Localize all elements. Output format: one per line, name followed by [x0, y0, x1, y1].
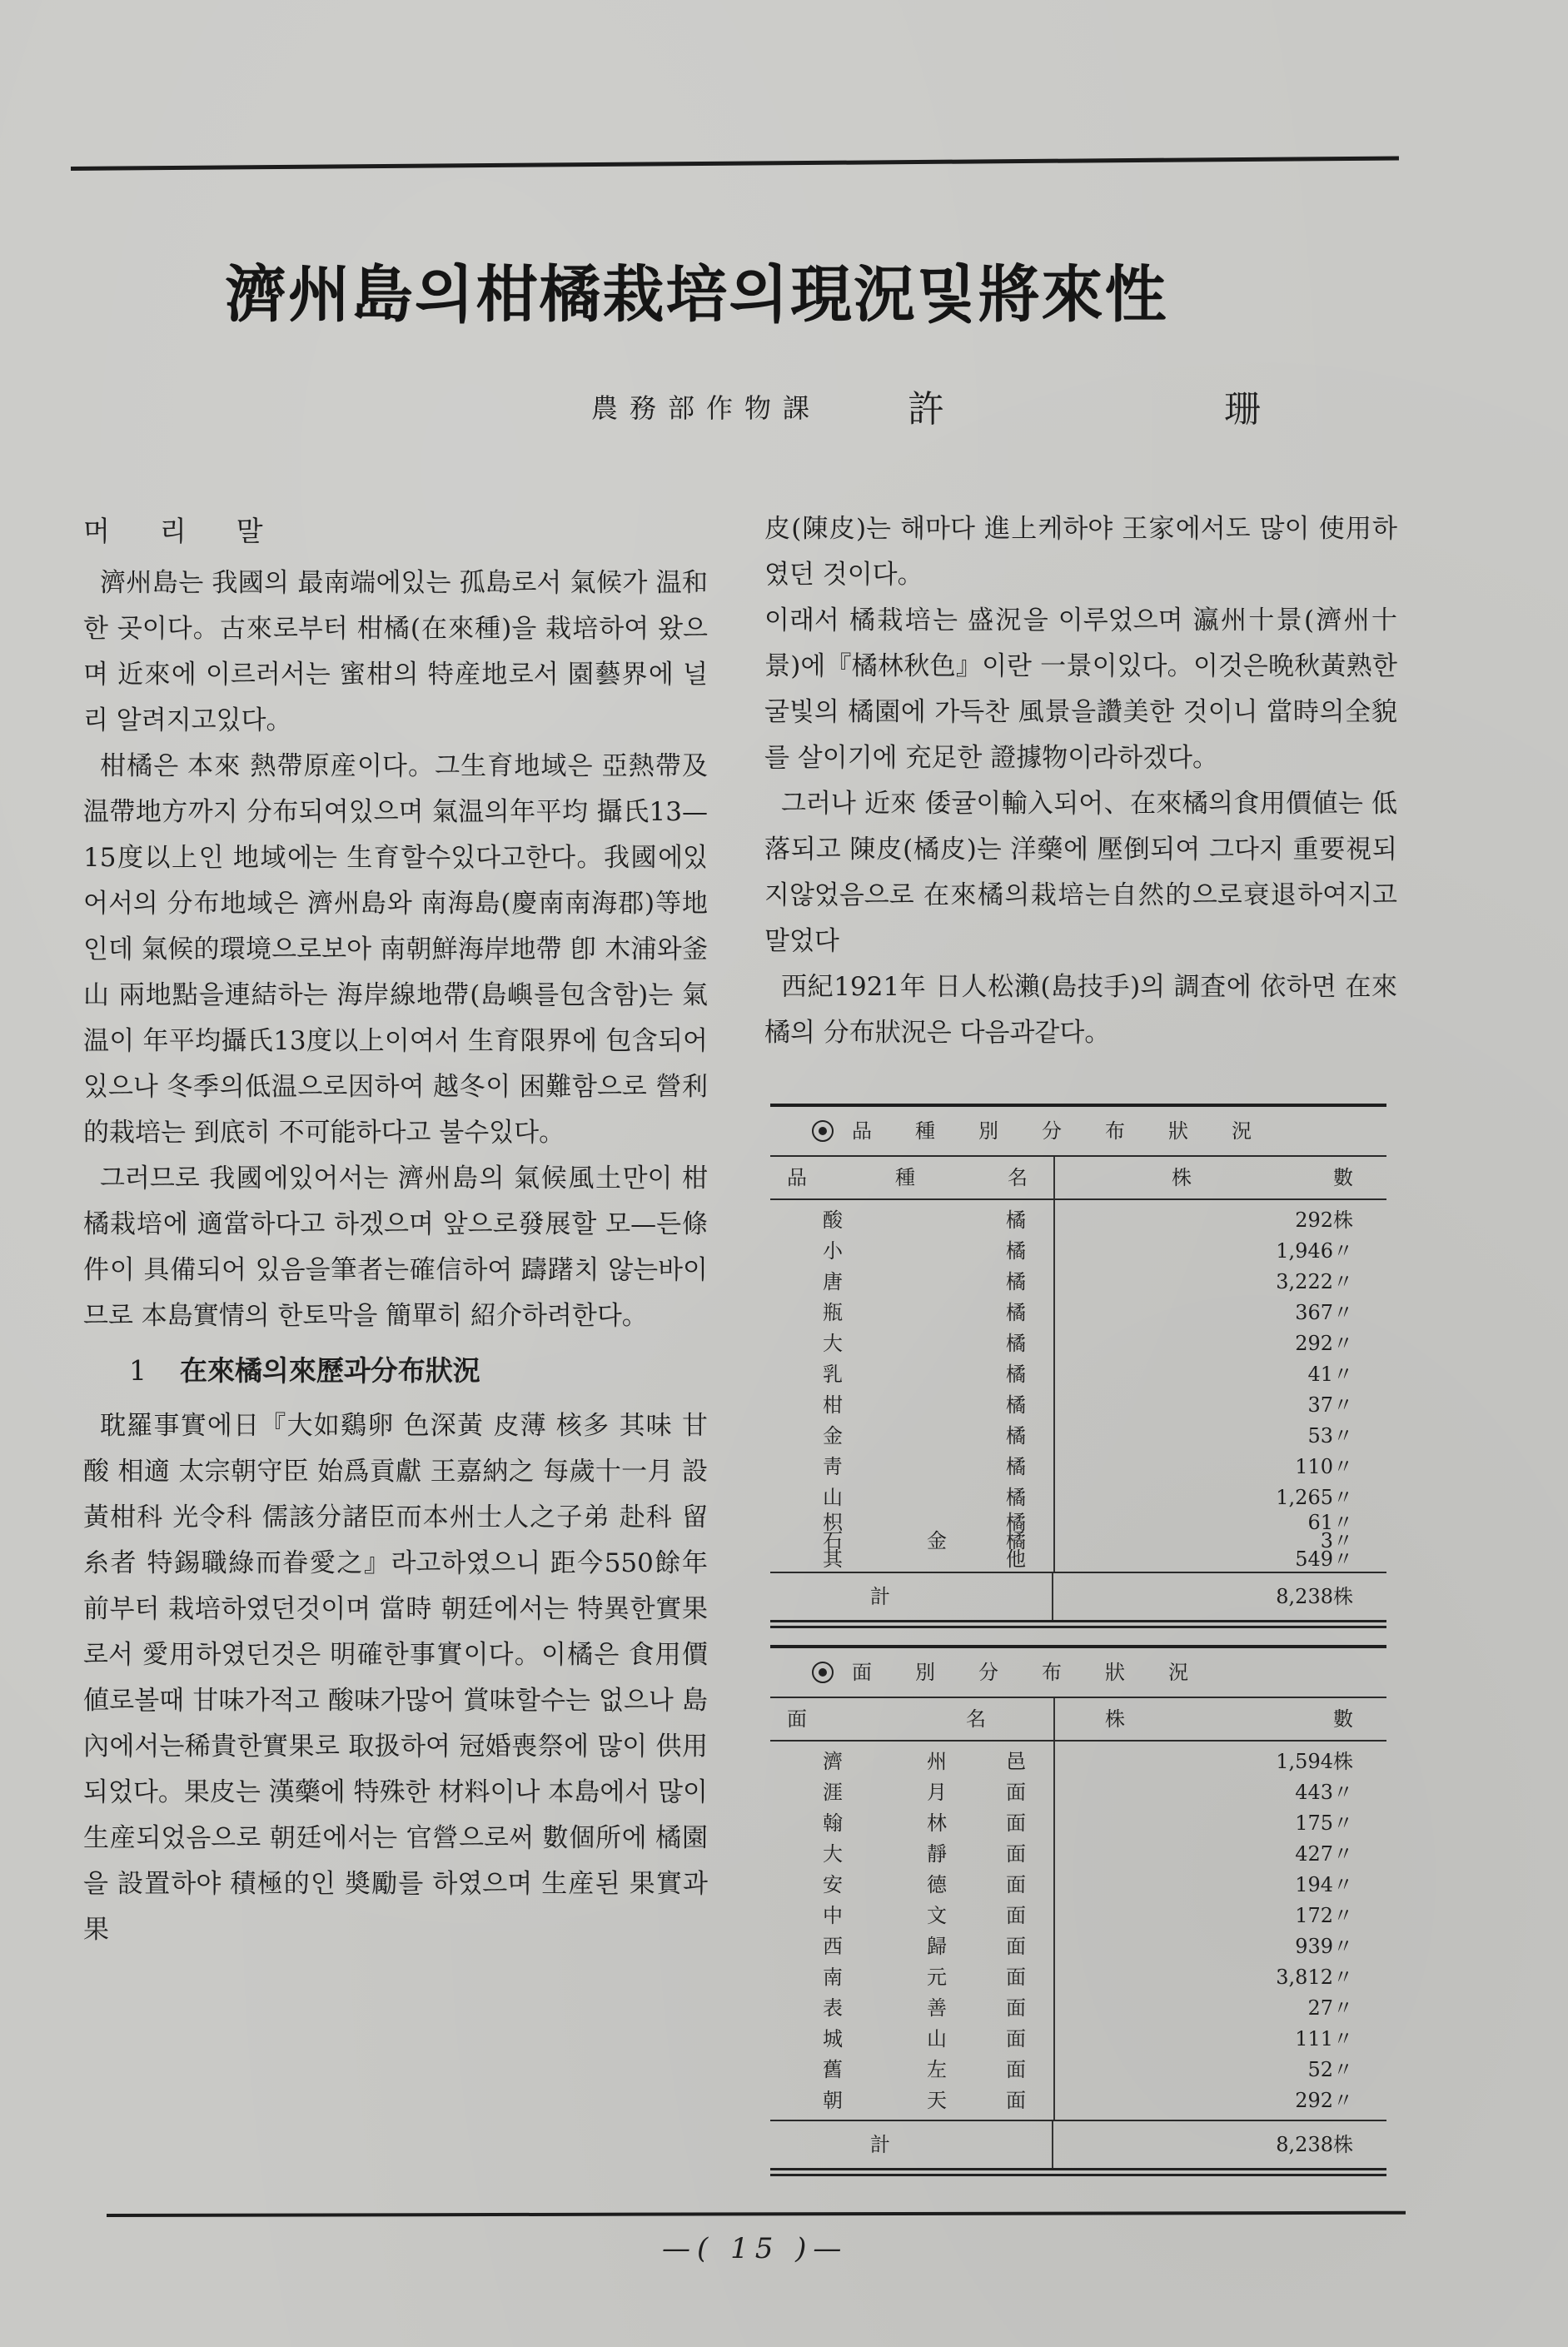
table-row [770, 1328, 1053, 1359]
name-cell-char: 元 [927, 1966, 947, 1989]
name-cell-char: 金 [927, 1529, 947, 1552]
name-cell-char [895, 1328, 978, 1359]
paragraph: 柑橘은 本來 熱帶原産이다。그生育地域은 亞熱帶及温帶地方까지 分布되여있으며 氣温의年平均 攝氏13—15度以上인 地域에는 生育할수있다고한다。我國에있어서의 分布地域은 濟州島와 南海島(慶南南海郡)等地인데 氣候的環境으로보아 南朝鮮海岸地帶 卽 木浦와釜山 兩地點을連結하는 海岸線地帶(島嶼를包含함)는 氣温이 年平均攝氏13度以上이여서 生育限界에 包含되어있으나 冬季의低温으로因하여 越冬이 困難함으로 營利的栽培는 到底히 不可能하다고 불수있다。 [83, 751, 708, 1148]
byline [591, 379, 1299, 429]
bullseye-icon [812, 1662, 834, 1683]
name-cell-char: 月 [927, 1781, 947, 1804]
count-cell: 61〃 [1307, 1511, 1353, 1534]
table-row [1055, 1747, 1386, 1777]
bottom-rule [107, 2211, 1406, 2217]
intro-heading: 머리말 [83, 515, 313, 547]
header-char: 面 [787, 1707, 807, 1731]
caption-text: 面別分布狀況 [852, 1661, 1232, 1684]
header-name-cell [770, 1157, 1055, 1198]
count-cell: 443〃 [1295, 1781, 1353, 1804]
name-cell-char: 金 [823, 1424, 843, 1448]
name-cell-char [895, 1236, 978, 1267]
table-row [1055, 1870, 1386, 1901]
name-cell-char: 舊 [823, 2058, 843, 2081]
name-cell-char: 其 [823, 1547, 843, 1571]
table-row [1055, 1482, 1386, 1513]
count-cell: 111〃 [1295, 2027, 1353, 2051]
author-surname: 許 [908, 388, 944, 431]
name-cell-char: 涯 [823, 1781, 843, 1804]
table-row [770, 1777, 1053, 1808]
name-cell-char [895, 1267, 978, 1298]
name-cell-char: 大 [823, 1332, 843, 1355]
table-row [770, 1390, 1053, 1421]
table-row [770, 1931, 1053, 1962]
name-cell-char: 面 [1006, 2058, 1026, 2081]
name-cell-char: 山 [823, 1486, 843, 1509]
table-row [770, 1993, 1053, 2024]
section-number: 1 [129, 1354, 147, 1387]
table-row [770, 1267, 1053, 1298]
name-cell-char: 歸 [927, 1935, 947, 1958]
top-rule [71, 156, 1399, 171]
name-cell-char: 南 [823, 1966, 843, 1989]
table-row [770, 1236, 1053, 1267]
name-cell-char: 小 [823, 1239, 843, 1263]
count-cell: 1,594株 [1276, 1750, 1353, 1773]
name-cell-char: 面 [1006, 1966, 1026, 1989]
table-rule [770, 2168, 1386, 2176]
name-cell-char: 橘 [1006, 1511, 1026, 1534]
table-row [1055, 1777, 1386, 1808]
count-cell: 3,222〃 [1276, 1270, 1353, 1293]
paragraph: 이래서 橘栽培는 盛況을 이루었으며 瀛州十景(濟州十景)에『橘林秋色』이란 一景이있다。이것은晩秋黃熟한 굴빛의 橘園에 가득찬 風景을讚美한 것이니 當時의全貌를 살이기에 充足한 證據物이라하겠다。 [764, 605, 1397, 773]
count-cell: 1,265〃 [1276, 1486, 1353, 1509]
article-title: 濟州島의柑橘栽培의現況및將來性 [225, 259, 1168, 331]
count-cell: 175〃 [1295, 1811, 1353, 1835]
table-row [1055, 1298, 1386, 1328]
name-cell-char [895, 1482, 978, 1513]
count-cell: 3〃 [1320, 1529, 1353, 1552]
left-column [83, 508, 708, 1953]
name-cell-char: 橘 [1006, 1270, 1026, 1293]
table-row [770, 1839, 1053, 1870]
name-cell-char: 面 [1006, 2089, 1026, 2112]
count-cell: 37〃 [1307, 1393, 1353, 1417]
district-distribution-table [770, 1645, 1386, 2176]
table-caption [770, 1648, 1386, 1697]
count-cell: 27〃 [1307, 1996, 1353, 2020]
header-count-cell [1055, 1157, 1386, 1198]
paragraph: 그러므로 我國에있어서는 濟州島의 氣候風土만이 柑橘栽培에 適當하다고 하겠으며 앞으로發展할 모—든條件이 具備되어 있음을筆者는確信하여 躊躇치 않는바이므로 本島實情의 한토막을 簡單히 紹介하려한다。 [83, 1164, 708, 1331]
table-row [1055, 1808, 1386, 1839]
name-cell-char [895, 1359, 978, 1390]
name-cell-char: 面 [1006, 1935, 1026, 1958]
name-cell-char [895, 1452, 978, 1482]
table-row [1055, 1901, 1386, 1931]
total-label: 計 [770, 2121, 1053, 2168]
table-body [770, 1200, 1386, 1572]
table-row [1055, 1993, 1386, 2024]
name-cell-char: 面 [1006, 1811, 1026, 1835]
name-cell-char: 城 [823, 2027, 843, 2051]
count-column [1055, 1742, 1386, 2120]
name-cell-char: 唐 [823, 1270, 843, 1293]
count-cell: 41〃 [1307, 1363, 1353, 1386]
count-cell: 194〃 [1295, 1873, 1353, 1896]
name-cell-char: 橘 [1006, 1393, 1026, 1417]
section-heading [129, 1348, 708, 1393]
table-row [770, 1421, 1053, 1452]
name-cell-char: 瓶 [823, 1301, 843, 1324]
count-cell: 52〃 [1307, 2058, 1353, 2081]
paragraph: 그러나 近來 倭귤이輸入되어、在來橘의食用價値는 低落되고 陳皮(橘皮)는 洋藥에 壓倒되여 그다지 重要視되지않었음으로 在來橘의栽培는自然的으로衰退하여지고 말었다 [764, 789, 1397, 956]
table-total-row [770, 1573, 1386, 1620]
name-cell-char: 酸 [823, 1208, 843, 1232]
name-column [770, 1200, 1055, 1572]
name-cell-char: 面 [1006, 1873, 1026, 1896]
table-header [770, 1698, 1386, 1740]
count-cell: 427〃 [1295, 1842, 1353, 1866]
header-char: 株 [1172, 1166, 1192, 1189]
table-row [770, 2085, 1053, 2116]
name-cell-char [895, 1390, 978, 1421]
table-row [770, 2055, 1053, 2085]
header-char: 數 [1333, 1166, 1353, 1189]
table-row [1055, 1236, 1386, 1267]
table-row [770, 1482, 1053, 1513]
name-cell-char: 朝 [823, 2089, 843, 2112]
paragraph: 皮(陳皮)는 해마다 進上케하야 王家에서도 많이 使用하였던 것이다。 [764, 514, 1397, 590]
count-cell: 1,946〃 [1276, 1239, 1353, 1263]
name-cell-char: 橘 [1006, 1332, 1026, 1355]
name-cell-char: 面 [1006, 1781, 1026, 1804]
name-cell-char: 文 [927, 1904, 947, 1927]
table-row [770, 1808, 1053, 1839]
name-cell-char [895, 1421, 978, 1452]
table-row [1055, 1359, 1386, 1390]
header-char: 株 [1105, 1707, 1125, 1731]
name-cell-char: 橘 [1006, 1208, 1026, 1232]
table-row [770, 1298, 1053, 1328]
table-row [1055, 1267, 1386, 1298]
name-cell-char: 橘 [1006, 1529, 1026, 1552]
count-cell: 172〃 [1295, 1904, 1353, 1927]
name-cell-char: 安 [823, 1873, 843, 1896]
variety-distribution-table [770, 1104, 1386, 1628]
name-cell-char: 他 [1006, 1547, 1026, 1571]
name-cell-char: 橘 [1006, 1301, 1026, 1324]
count-cell: 292〃 [1295, 2089, 1353, 2112]
header-char: 數 [1333, 1707, 1353, 1731]
header-char: 品 [787, 1166, 807, 1189]
name-cell-char: 濟 [823, 1750, 843, 1773]
name-cell-char: 面 [1006, 2027, 1026, 2051]
header-char: 名 [966, 1707, 986, 1731]
table-row [770, 1747, 1053, 1777]
name-cell-char [895, 1205, 978, 1236]
header-char: 種 [895, 1166, 915, 1189]
name-cell-char: 西 [823, 1935, 843, 1958]
count-cell: 3,812〃 [1276, 1966, 1353, 1989]
table-row [770, 1452, 1053, 1482]
table-header [770, 1157, 1386, 1198]
table-row [1055, 1547, 1386, 1571]
table-row [1055, 1390, 1386, 1421]
count-cell: 110〃 [1295, 1455, 1353, 1478]
right-column [764, 506, 1397, 1056]
table-row [1055, 2055, 1386, 2085]
table-row [1055, 1931, 1386, 1962]
caption-text: 品種別分布狀況 [852, 1119, 1295, 1143]
section-title: 在來橘의來歷과分布狀況 [180, 1354, 480, 1387]
name-cell-char: 面 [1006, 1996, 1026, 2020]
name-cell-char: 靜 [927, 1842, 947, 1866]
name-cell-char: 靑 [823, 1455, 843, 1478]
table-row [770, 1547, 1053, 1571]
name-column [770, 1742, 1055, 2120]
total-label: 計 [770, 1573, 1053, 1620]
name-cell-char: 枳 [823, 1511, 843, 1534]
name-cell-char: 天 [927, 2089, 947, 2112]
count-column [1055, 1200, 1386, 1572]
table-rule [770, 1620, 1386, 1628]
count-cell: 292株 [1295, 1208, 1353, 1232]
name-cell-char: 橘 [1006, 1424, 1026, 1448]
name-cell-char: 山 [927, 2027, 947, 2051]
table-row [1055, 1962, 1386, 1993]
table-row [770, 1962, 1053, 1993]
total-value: 8,238株 [1276, 1585, 1353, 1608]
name-cell-char: 石 [823, 1529, 843, 1552]
name-cell-char: 面 [1006, 1842, 1026, 1866]
table-row [770, 1359, 1053, 1390]
table-row [770, 2024, 1053, 2055]
table-row [1055, 2024, 1386, 2055]
count-cell: 367〃 [1295, 1301, 1353, 1324]
table-body [770, 1742, 1386, 2120]
paragraph: 耽羅事實에日『大如鷄卵 色深黃 皮薄 核多 其味 甘酸 相適 太宗朝守臣 始爲貢獻 王嘉納之 每歲十一月 設 黃柑科 光令科 儒該分諸臣而本州士人之子弟 赴科 留糸者 特錫職綠而眷愛之』라고하였으니 距今550餘年前부터 栽培하였던것이며 當時 朝廷에서는 特異한實果로서 愛用하였던것은 明確한事實이다。이橘은 食用價値로볼때 甘味가적고 酸味가많어 賞味할수는 없으나 島內에서는稀貴한實果로 取扱하여 冠婚喪祭에 많이 供用되었다。果皮는 漢藥에 特殊한 材料이나 本島에서 많이 生産되었음으로 朝廷에서는 官營으로써 數個所에 橘園을 設置하야 積極的인 奬勵를 하였으며 生産된 果實과果 [83, 1411, 708, 1945]
name-cell-char: 中 [823, 1904, 843, 1927]
table-row [1055, 1328, 1386, 1359]
name-cell-char: 大 [823, 1842, 843, 1866]
name-cell-char: 善 [927, 1996, 947, 2020]
page-number: —( 15 )— [662, 2232, 849, 2265]
name-cell-char: 面 [1006, 1904, 1026, 1927]
name-cell-char [895, 1298, 978, 1328]
name-cell-char: 德 [927, 1873, 947, 1896]
table-total-row [770, 2121, 1386, 2168]
name-cell-char: 左 [927, 2058, 947, 2081]
table-row [1055, 1839, 1386, 1870]
name-cell-char: 乳 [823, 1363, 843, 1386]
paragraph: 濟州島는 我國의 最南端에있는 孤島로서 氣候가 温和한 곳이다。古來로부터 柑橘(在來種)을 栽培하여 왔으며 近來에 이르러서는 蜜柑의 特産地로서 園藝界에 널리 알려지고있다。 [83, 568, 708, 735]
header-name-cell [770, 1698, 1055, 1740]
name-cell-char: 表 [823, 1996, 843, 2020]
header-char: 名 [1008, 1166, 1028, 1189]
name-cell-char: 柑 [823, 1393, 843, 1417]
table-caption [770, 1107, 1386, 1155]
total-value: 8,238株 [1276, 2133, 1353, 2156]
name-cell-char: 州 [927, 1750, 947, 1773]
name-cell-char [895, 1550, 978, 1568]
table-row [1055, 1452, 1386, 1482]
count-cell: 939〃 [1295, 1935, 1353, 1958]
name-cell-char: 橘 [1006, 1455, 1026, 1478]
table-row [1055, 1421, 1386, 1452]
table-row [1055, 1205, 1386, 1236]
header-count-cell [1055, 1698, 1386, 1740]
name-cell-char: 邑 [1006, 1750, 1026, 1773]
bullseye-icon [812, 1120, 834, 1142]
department: 農務部作物課 [591, 392, 822, 424]
table-row [1055, 2085, 1386, 2116]
count-cell: 53〃 [1307, 1424, 1353, 1448]
name-cell-char: 橘 [1006, 1239, 1026, 1263]
count-cell: 549〃 [1295, 1547, 1353, 1571]
author-given-name: 珊 [1224, 388, 1261, 431]
count-cell: 292〃 [1295, 1332, 1353, 1355]
name-cell-char: 翰 [823, 1811, 843, 1835]
name-cell-char: 林 [927, 1811, 947, 1835]
table-row [770, 1870, 1053, 1901]
name-cell-char: 橘 [1006, 1363, 1026, 1386]
name-cell-char: 橘 [1006, 1486, 1026, 1509]
table-row [770, 1901, 1053, 1931]
table-row [770, 1205, 1053, 1236]
paragraph: 西紀1921年 日人松瀨(島技手)의 調査에 依하면 在來橘의 分布狀況은 다음과같다。 [764, 972, 1397, 1048]
